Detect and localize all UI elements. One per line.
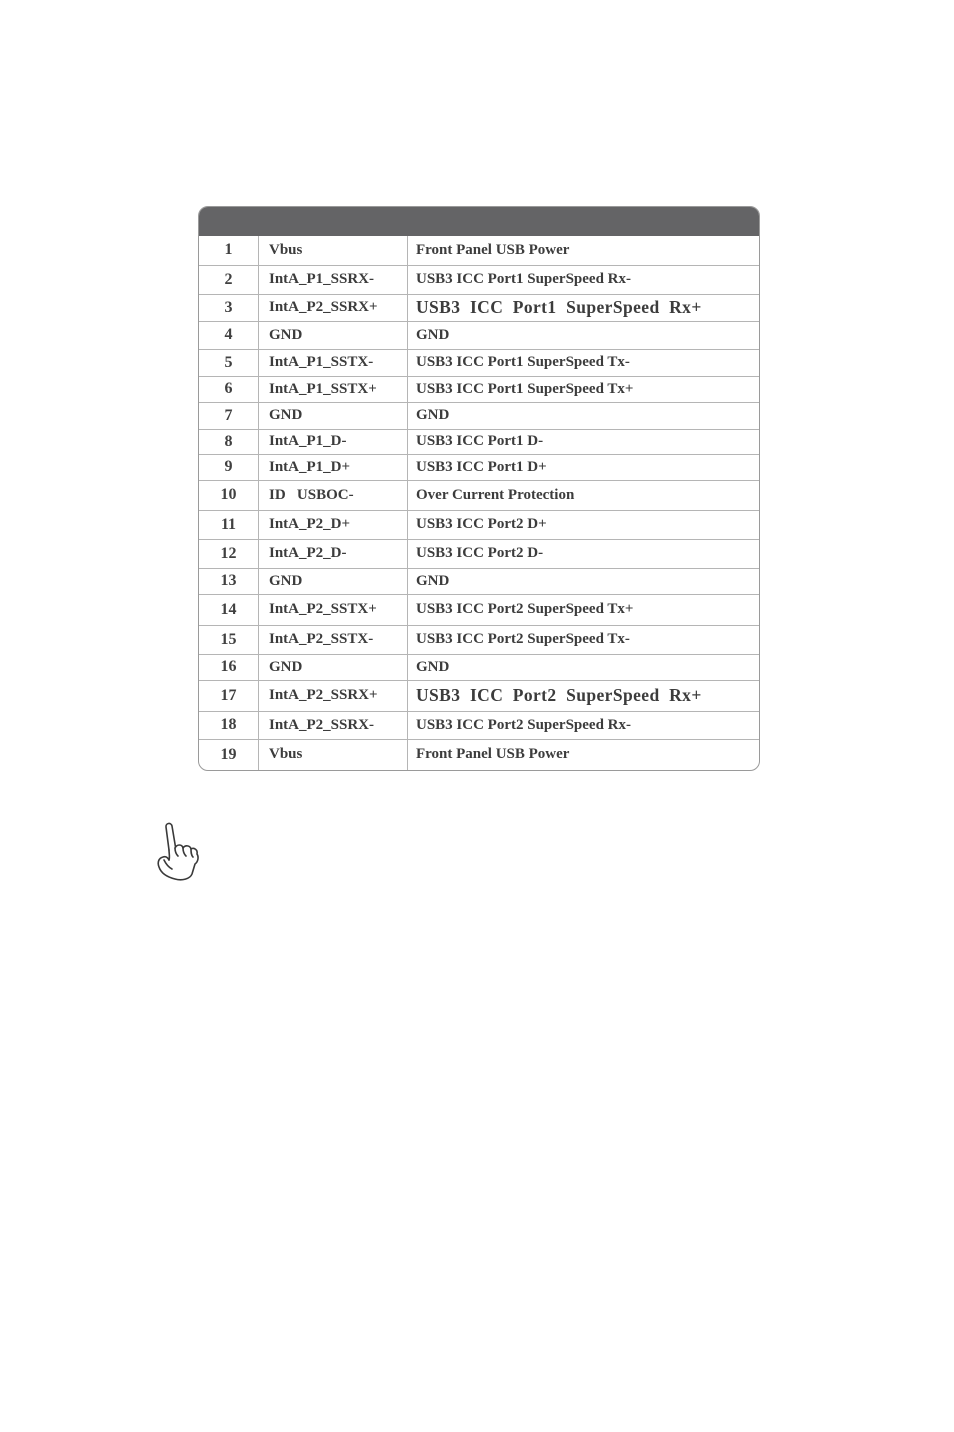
signal-name: Vbus	[259, 739, 408, 770]
signal-name: IntA_P1_D-	[259, 429, 408, 454]
pointing-hand-icon	[152, 820, 204, 884]
signal-name: IntA_P2_SSRX-	[259, 711, 408, 739]
signal-description: Front Panel USB Power	[416, 241, 570, 258]
signal-description: USB3 ICC Port1 SuperSpeed Rx-	[408, 265, 760, 294]
pin-number: 2	[199, 265, 259, 294]
table-row	[199, 594, 759, 625]
signal-name: GND	[259, 568, 408, 594]
signal-description: USB3 ICC Port2 D-	[408, 539, 760, 568]
pin-number: 1	[199, 236, 259, 265]
table-row	[199, 539, 759, 568]
table-row	[199, 376, 759, 402]
signal-description: USB3 ICC Port2 SuperSpeed Rx-	[408, 711, 760, 739]
pin-number: 11	[199, 510, 259, 539]
signal-description: GND	[408, 321, 760, 349]
signal-description: USB3 ICC Port2 SuperSpeed Rx+	[408, 680, 760, 711]
table-header-bar	[199, 207, 759, 236]
table-row	[199, 349, 759, 376]
table-row	[199, 680, 759, 711]
table-row	[199, 236, 759, 265]
table-row	[199, 454, 759, 480]
signal-description: USB3 ICC Port1 SuperSpeed Rx+	[408, 294, 760, 321]
table-row	[199, 321, 759, 349]
signal-name: IntA_P1_D+	[259, 454, 408, 480]
signal-description: GND	[408, 568, 760, 594]
signal-name: ID USBOC-	[259, 480, 408, 510]
table-row	[199, 429, 759, 454]
pin-number: 4	[199, 321, 259, 349]
signal-name: IntA_P1_SSTX-	[259, 349, 408, 376]
table-row	[199, 480, 759, 510]
table-row	[199, 294, 759, 321]
table-row	[199, 402, 759, 429]
pin-number: 9	[199, 454, 259, 480]
signal-description: USB3 ICC Port1 D+	[408, 454, 760, 480]
table-row	[199, 739, 759, 770]
pin-number: 17	[199, 680, 259, 711]
signal-description: USB3 ICC Port2 D+	[408, 510, 760, 539]
table-row	[199, 265, 759, 294]
signal-name: IntA_P1_SSRX-	[259, 265, 408, 294]
signal-description: USB3 ICC Port2 SuperSpeed Tx+	[408, 594, 760, 625]
pin-number: 14	[199, 594, 259, 625]
pin-number: 16	[199, 654, 259, 680]
signal-name: IntA_P2_SSRX+	[259, 680, 408, 711]
signal-description: USB3 ICC Port1 SuperSpeed Tx-	[408, 349, 760, 376]
signal-name: GND	[259, 402, 408, 429]
signal-description: USB3 ICC Port1 D-	[408, 429, 760, 454]
signal-name: IntA_P2_SSTX+	[259, 594, 408, 625]
table-row	[199, 568, 759, 594]
signal-name: IntA_P1_SSTX+	[259, 376, 408, 402]
pin-number: 13	[199, 568, 259, 594]
table-row	[199, 711, 759, 739]
pin-number: 8	[199, 429, 259, 454]
pin-table-body	[199, 236, 759, 770]
signal-name: GND	[259, 654, 408, 680]
table-row	[199, 654, 759, 680]
pin-number: 12	[199, 539, 259, 568]
signal-name: IntA_P2_SSTX-	[259, 625, 408, 654]
signal-description: USB3 ICC Port1 SuperSpeed Tx+	[408, 376, 760, 402]
signal-description: GND	[408, 654, 760, 680]
pin-number: 18	[199, 711, 259, 739]
pin-number: 3	[199, 294, 259, 321]
pin-number: 19	[199, 739, 259, 770]
pin-assignment-table	[198, 206, 760, 771]
signal-description: Over Current Protection	[408, 480, 760, 510]
signal-description: USB3 ICC Port2 SuperSpeed Tx-	[408, 625, 760, 654]
signal-name: Vbus	[259, 236, 408, 265]
pin-number: 7	[199, 402, 259, 429]
table-row	[199, 625, 759, 654]
signal-description: Front Panel USB Power	[408, 739, 760, 770]
pin-number: 10	[199, 480, 259, 510]
pin-number: 6	[199, 376, 259, 402]
table-row	[199, 510, 759, 539]
pin-number: 15	[199, 625, 259, 654]
pin-number: 5	[199, 349, 259, 376]
signal-name: IntA_P2_D-	[259, 539, 408, 568]
signal-name: GND	[259, 321, 408, 349]
signal-name: IntA_P2_SSRX+	[259, 294, 408, 321]
signal-description: GND	[408, 402, 760, 429]
signal-name: IntA_P2_D+	[259, 510, 408, 539]
